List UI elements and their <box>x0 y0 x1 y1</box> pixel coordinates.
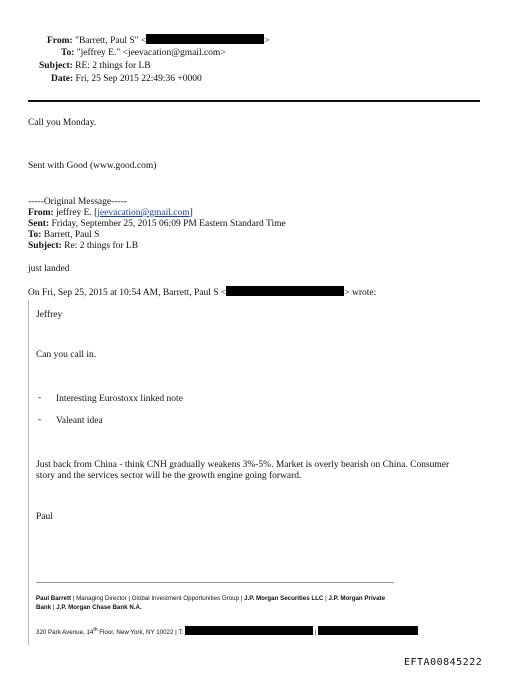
header-from-tail: > <box>264 36 270 46</box>
original-from-close: ] <box>189 208 193 218</box>
signature-separator: | <box>323 595 329 602</box>
signature-title: | Managing Director | Global Investment Opportunities Group | <box>71 595 245 602</box>
signature-line-1 <box>36 594 385 603</box>
quoted-bullet-1: Interesting Eurostoxx linked note <box>56 394 183 404</box>
header-date-value: Fri, 25 Sep 2015 22:49:36 +0000 <box>75 74 202 84</box>
attribution-end: > wrote: <box>344 288 377 298</box>
address-end: Floor, New York, NY 10022 | T: <box>97 629 184 637</box>
signature-divider <box>36 582 394 583</box>
original-from-name: jeffrey E. [ <box>56 208 98 218</box>
header-subject-row <box>39 60 151 72</box>
signature-firm-2b: Bank <box>36 604 52 611</box>
quoted-ask: Can you call in. <box>36 350 97 360</box>
header-subject-value: RE: 2 things for LB <box>75 61 151 71</box>
header-date-label: Date: <box>51 74 74 84</box>
address-start: 320 Park Avenue, 14 <box>36 629 94 637</box>
signature-firm-1: J.P. Morgan Securities LLC <box>244 595 324 602</box>
signature-separator: | <box>51 604 57 611</box>
header-date-row <box>51 73 202 85</box>
original-to-label: To: <box>28 230 42 240</box>
bullet-mark: - <box>38 393 42 403</box>
quoted-bullet-2: Valeant idea <box>56 416 103 426</box>
header-from-label: From: <box>47 36 73 46</box>
bullet-mark: - <box>38 415 42 425</box>
signature-name: Paul Barrett <box>36 595 72 602</box>
header-to-label: To: <box>61 48 75 58</box>
redaction-block <box>185 626 313 635</box>
address-bar: | <box>314 629 317 637</box>
quoted-greeting: Jeffrey <box>36 310 63 320</box>
redaction-block <box>146 34 264 44</box>
signature-firm-2a: J.P. Morgan Private <box>328 595 386 602</box>
original-sent-value: Friday, September 25, 2015 06:09 PM Eastern Standard Time <box>51 219 286 229</box>
original-body: just landed <box>28 264 70 274</box>
original-subject-value: Re: 2 things for LB <box>64 241 139 251</box>
reply-sent-with: Sent with Good (www.good.com) <box>28 161 157 171</box>
original-from-email-link[interactable]: jeevacation@gmail.com <box>97 208 190 218</box>
attribution-line <box>28 286 376 299</box>
signature-firm-3: J.P. Morgan Chase Bank N.A. <box>56 604 142 611</box>
address-sup: th <box>93 627 98 633</box>
reply-line: Call you Monday. <box>28 118 97 128</box>
header-to-value: "jeffrey E." <jeevacation@gmail.com> <box>76 48 226 58</box>
original-marker: -----Original Message----- <box>28 197 127 207</box>
header-to-row <box>61 47 226 59</box>
quote-bar <box>28 300 29 645</box>
original-subject-label: Subject: <box>28 241 62 251</box>
document-id: EFTA00845222 <box>404 657 483 668</box>
redaction-block <box>226 286 344 296</box>
original-from-label: From: <box>28 208 54 218</box>
signature-line-2 <box>36 603 142 612</box>
attribution-start: On Fri, Sep 25, 2015 at 10:54 AM, Barrett, Paul S < <box>28 288 227 298</box>
header-from-row <box>47 34 270 47</box>
quoted-paragraph-line-1: Just back from China - think CNH gradually weakens 3%-5%. Market is overly bearish on China. Consumer <box>36 460 450 470</box>
quoted-signoff: Paul <box>36 512 53 522</box>
signature-address <box>36 626 418 637</box>
quoted-paragraph-line-2: story and the services sector will be the growth engine going forward. <box>36 471 302 481</box>
original-to-value: Barrett, Paul S <box>43 230 100 240</box>
redaction-block <box>318 626 418 635</box>
header-from-value: "Barrett, Paul S" < <box>75 36 147 46</box>
original-subject-row <box>28 240 138 252</box>
header-divider <box>28 100 480 102</box>
header-subject-label: Subject: <box>39 61 73 71</box>
original-sent-label: Sent: <box>28 219 50 229</box>
